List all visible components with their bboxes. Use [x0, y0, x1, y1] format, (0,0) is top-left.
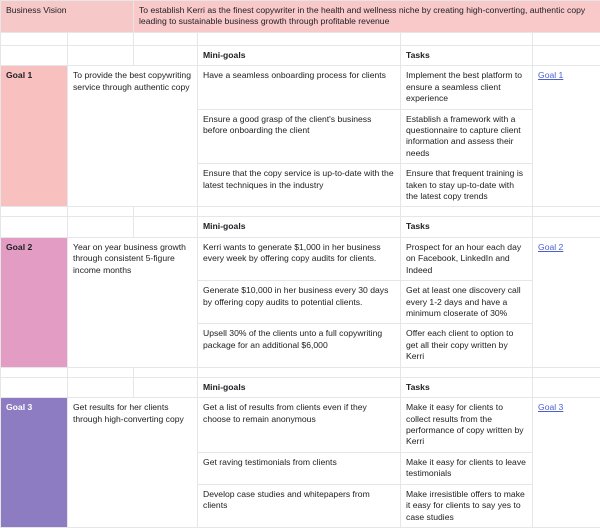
page-title: Business Vision: [1, 1, 134, 33]
empty-cell: [68, 45, 134, 65]
goal-link-cell-1: [533, 66, 600, 207]
goal-description-3: Get results for her clients through high-converting copy: [68, 398, 198, 528]
spacer-cell: [68, 207, 134, 217]
spacer-cell: [198, 367, 401, 377]
goal-link-2[interactable]: Goal 2: [538, 242, 563, 252]
empty-cell: [134, 217, 198, 237]
spacer-row-3: [1, 367, 600, 377]
empty-cell: [1, 217, 68, 237]
mini-goal-cell: Have a seamless onboarding process for clients: [198, 66, 401, 109]
empty-cell: [533, 217, 600, 237]
spacer-cell: [401, 207, 533, 217]
spacer-cell: [68, 367, 134, 377]
mini-goals-column-header: Mini-goals: [198, 45, 401, 65]
spacer-cell: [134, 367, 198, 377]
spacer-cell: [1, 207, 68, 217]
empty-cell: [68, 377, 134, 397]
task-cell: Prospect for an hour each day on Facebook, LinkedIn and Indeed: [401, 237, 533, 280]
task-cell: Get at least one discovery call every 1-2 days and have a minimum closerate of 30%: [401, 281, 533, 324]
spacer-row-1: [1, 32, 600, 45]
task-cell: Establish a framework with a questionnaire to capture client information and assess their needs: [401, 109, 533, 164]
spacer-cell: [134, 207, 198, 217]
goal-link-cell-2: [533, 237, 600, 367]
section-header-row-3: [1, 377, 600, 397]
vision-header-row: [1, 1, 600, 33]
goal-link-3[interactable]: Goal 3: [538, 402, 563, 412]
mini-goal-cell: Kerri wants to generate $1,000 in her business every week by offering copy audits for clients.: [198, 237, 401, 280]
spacer-cell: [533, 32, 600, 45]
spacer-cell: [198, 32, 401, 45]
spacer-cell: [401, 32, 533, 45]
spacer-cell: [134, 32, 198, 45]
spacer-cell: [68, 32, 134, 45]
spacer-cell: [533, 207, 600, 217]
mini-goal-cell: Generate $10,000 in her business every 30 days by offering copy audits to potential clients.: [198, 281, 401, 324]
goal-link-cell-3: [533, 398, 600, 528]
section-header-row-2: [1, 217, 600, 237]
spacer-cell: [1, 32, 68, 45]
empty-cell: [1, 377, 68, 397]
mini-goals-column-header: Mini-goals: [198, 217, 401, 237]
goal-description-2: Year on year business growth through consistent 5-figure income months: [68, 237, 198, 367]
mini-goal-cell: Develop case studies and whitepapers from clients: [198, 484, 401, 527]
task-cell: Make irresistible offers to make it easy for clients to say yes to case studies: [401, 484, 533, 527]
goal-label-3: Goal 3: [1, 398, 68, 528]
section-header-row-1: [1, 45, 600, 65]
empty-cell: [533, 45, 600, 65]
task-cell: Implement the best platform to ensure a seamless client experience: [401, 66, 533, 109]
mini-goal-cell: Ensure a good grasp of the client's business before onboarding the client: [198, 109, 401, 164]
task-cell: Ensure that frequent training is taken to stay up-to-date with the latest copy trends: [401, 164, 533, 207]
mini-goal-cell: Upsell 30% of the clients unto a full copywriting package for an additional $6,000: [198, 324, 401, 367]
empty-cell: [1, 45, 68, 65]
spacer-row-2: [1, 207, 600, 217]
spacer-cell: [533, 367, 600, 377]
table-row: [1, 398, 600, 453]
task-cell: Make it easy for clients to leave testimonials: [401, 452, 533, 484]
goal-label-1: Goal 1: [1, 66, 68, 207]
task-cell: Offer each client to option to get all their copy written by Kerri: [401, 324, 533, 367]
empty-cell: [134, 45, 198, 65]
tasks-column-header: Tasks: [401, 45, 533, 65]
goal-label-2: Goal 2: [1, 237, 68, 367]
mini-goals-column-header: Mini-goals: [198, 377, 401, 397]
tasks-column-header: Tasks: [401, 377, 533, 397]
task-cell: Make it easy for clients to collect results from the performance of copy written by Kerri: [401, 398, 533, 453]
goal-description-1: To provide the best copywriting service through authentic copy: [68, 66, 198, 207]
goal-link-1[interactable]: Goal 1: [538, 70, 563, 80]
table-row: [1, 66, 600, 109]
mini-goal-cell: Ensure that the copy service is up-to-date with the latest techniques in the industry: [198, 164, 401, 207]
mini-goal-cell: Get raving testimonials from clients: [198, 452, 401, 484]
spacer-cell: [401, 367, 533, 377]
tasks-column-header: Tasks: [401, 217, 533, 237]
table-row: [1, 237, 600, 280]
empty-cell: [68, 217, 134, 237]
spacer-cell: [198, 207, 401, 217]
mini-goal-cell: Get a list of results from clients even if they choose to remain anonymous: [198, 398, 401, 453]
vision-statement: To establish Kerri as the finest copywriter in the health and wellness niche by creating high-converting, authentic copy leading to sustainable business growth through profitable revenue: [134, 1, 600, 33]
empty-cell: [134, 377, 198, 397]
spacer-cell: [1, 367, 68, 377]
empty-cell: [533, 377, 600, 397]
